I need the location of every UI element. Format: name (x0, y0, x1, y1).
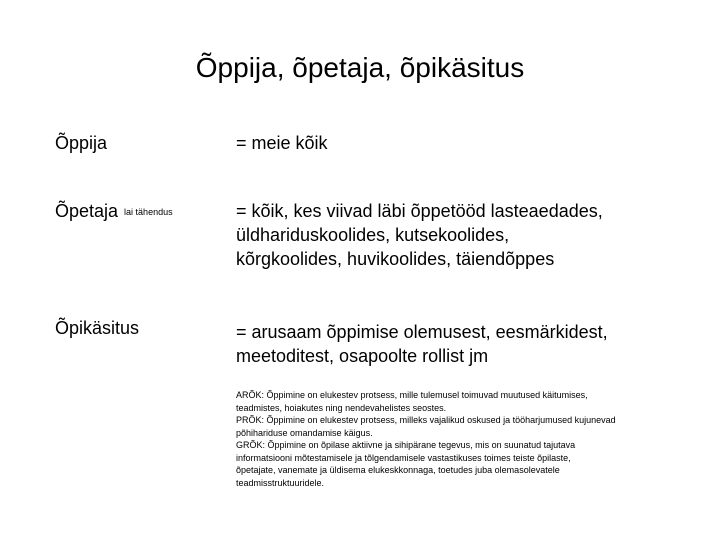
footnote-line: teadmistes, hoiakutes ning nendevahelistes seostes. (236, 402, 447, 413)
curriculum-footnote (236, 389, 706, 489)
footnote-line: ARÕK: Õppimine on elukestev protsess, mille tulemusel toimuvad muutused käitumises, (236, 390, 588, 400)
footnote-line: põhihariduse omandamise käigus. (236, 427, 373, 438)
definition-line: kõrgkoolides, huvikoolides, täiendõppes (236, 249, 555, 269)
footnote-line: õpetajate, vanemate ja üldisema elukeskkonnaga, toetudes juba olemasolevatele (236, 465, 560, 475)
slide-title: Õppija, õpetaja, õpikäsitus (195, 52, 525, 83)
definition-line: meetoditest, osapoolte rollist jm (236, 346, 489, 366)
definition-line: = kõik, kes viivad läbi õppetööd lasteaedades, (236, 201, 603, 221)
term-oppija (55, 131, 107, 155)
footnote-line: PRÕK: Õppimine on elukestev protsess, milleks vajalikud oskused ja tööharjumused kujunevad (236, 415, 616, 425)
term-note: lai tähendus (124, 207, 173, 218)
definition-opetaja (236, 199, 706, 271)
footnote-line: informatsiooni mõtestamisele ja tõlgendamisele vastastikuses toimes teiste õpilaste, (236, 452, 571, 463)
definition-line: = meie kõik (236, 133, 328, 153)
term-label: Õpikäsitus (55, 318, 140, 338)
term-label: Õpetaja (55, 201, 119, 221)
term-label: Õppija (55, 133, 108, 153)
term-opikasitus (55, 316, 139, 340)
term-opetaja (55, 199, 173, 224)
definition-opikasitus (236, 320, 706, 368)
definition-line: üldhariduskoolides, kutsekoolides, (236, 225, 510, 245)
definition-line: = arusaam õppimise olemusest, eesmärkidest, (236, 322, 608, 342)
footnote-line: teadmisstruktuuridele. (236, 477, 325, 488)
footnote-line: GRÕK: Õppimine on õpilase aktiivne ja sihipärane tegevus, mis on suunatud tajutava (236, 440, 576, 450)
definition-oppija (236, 131, 706, 155)
